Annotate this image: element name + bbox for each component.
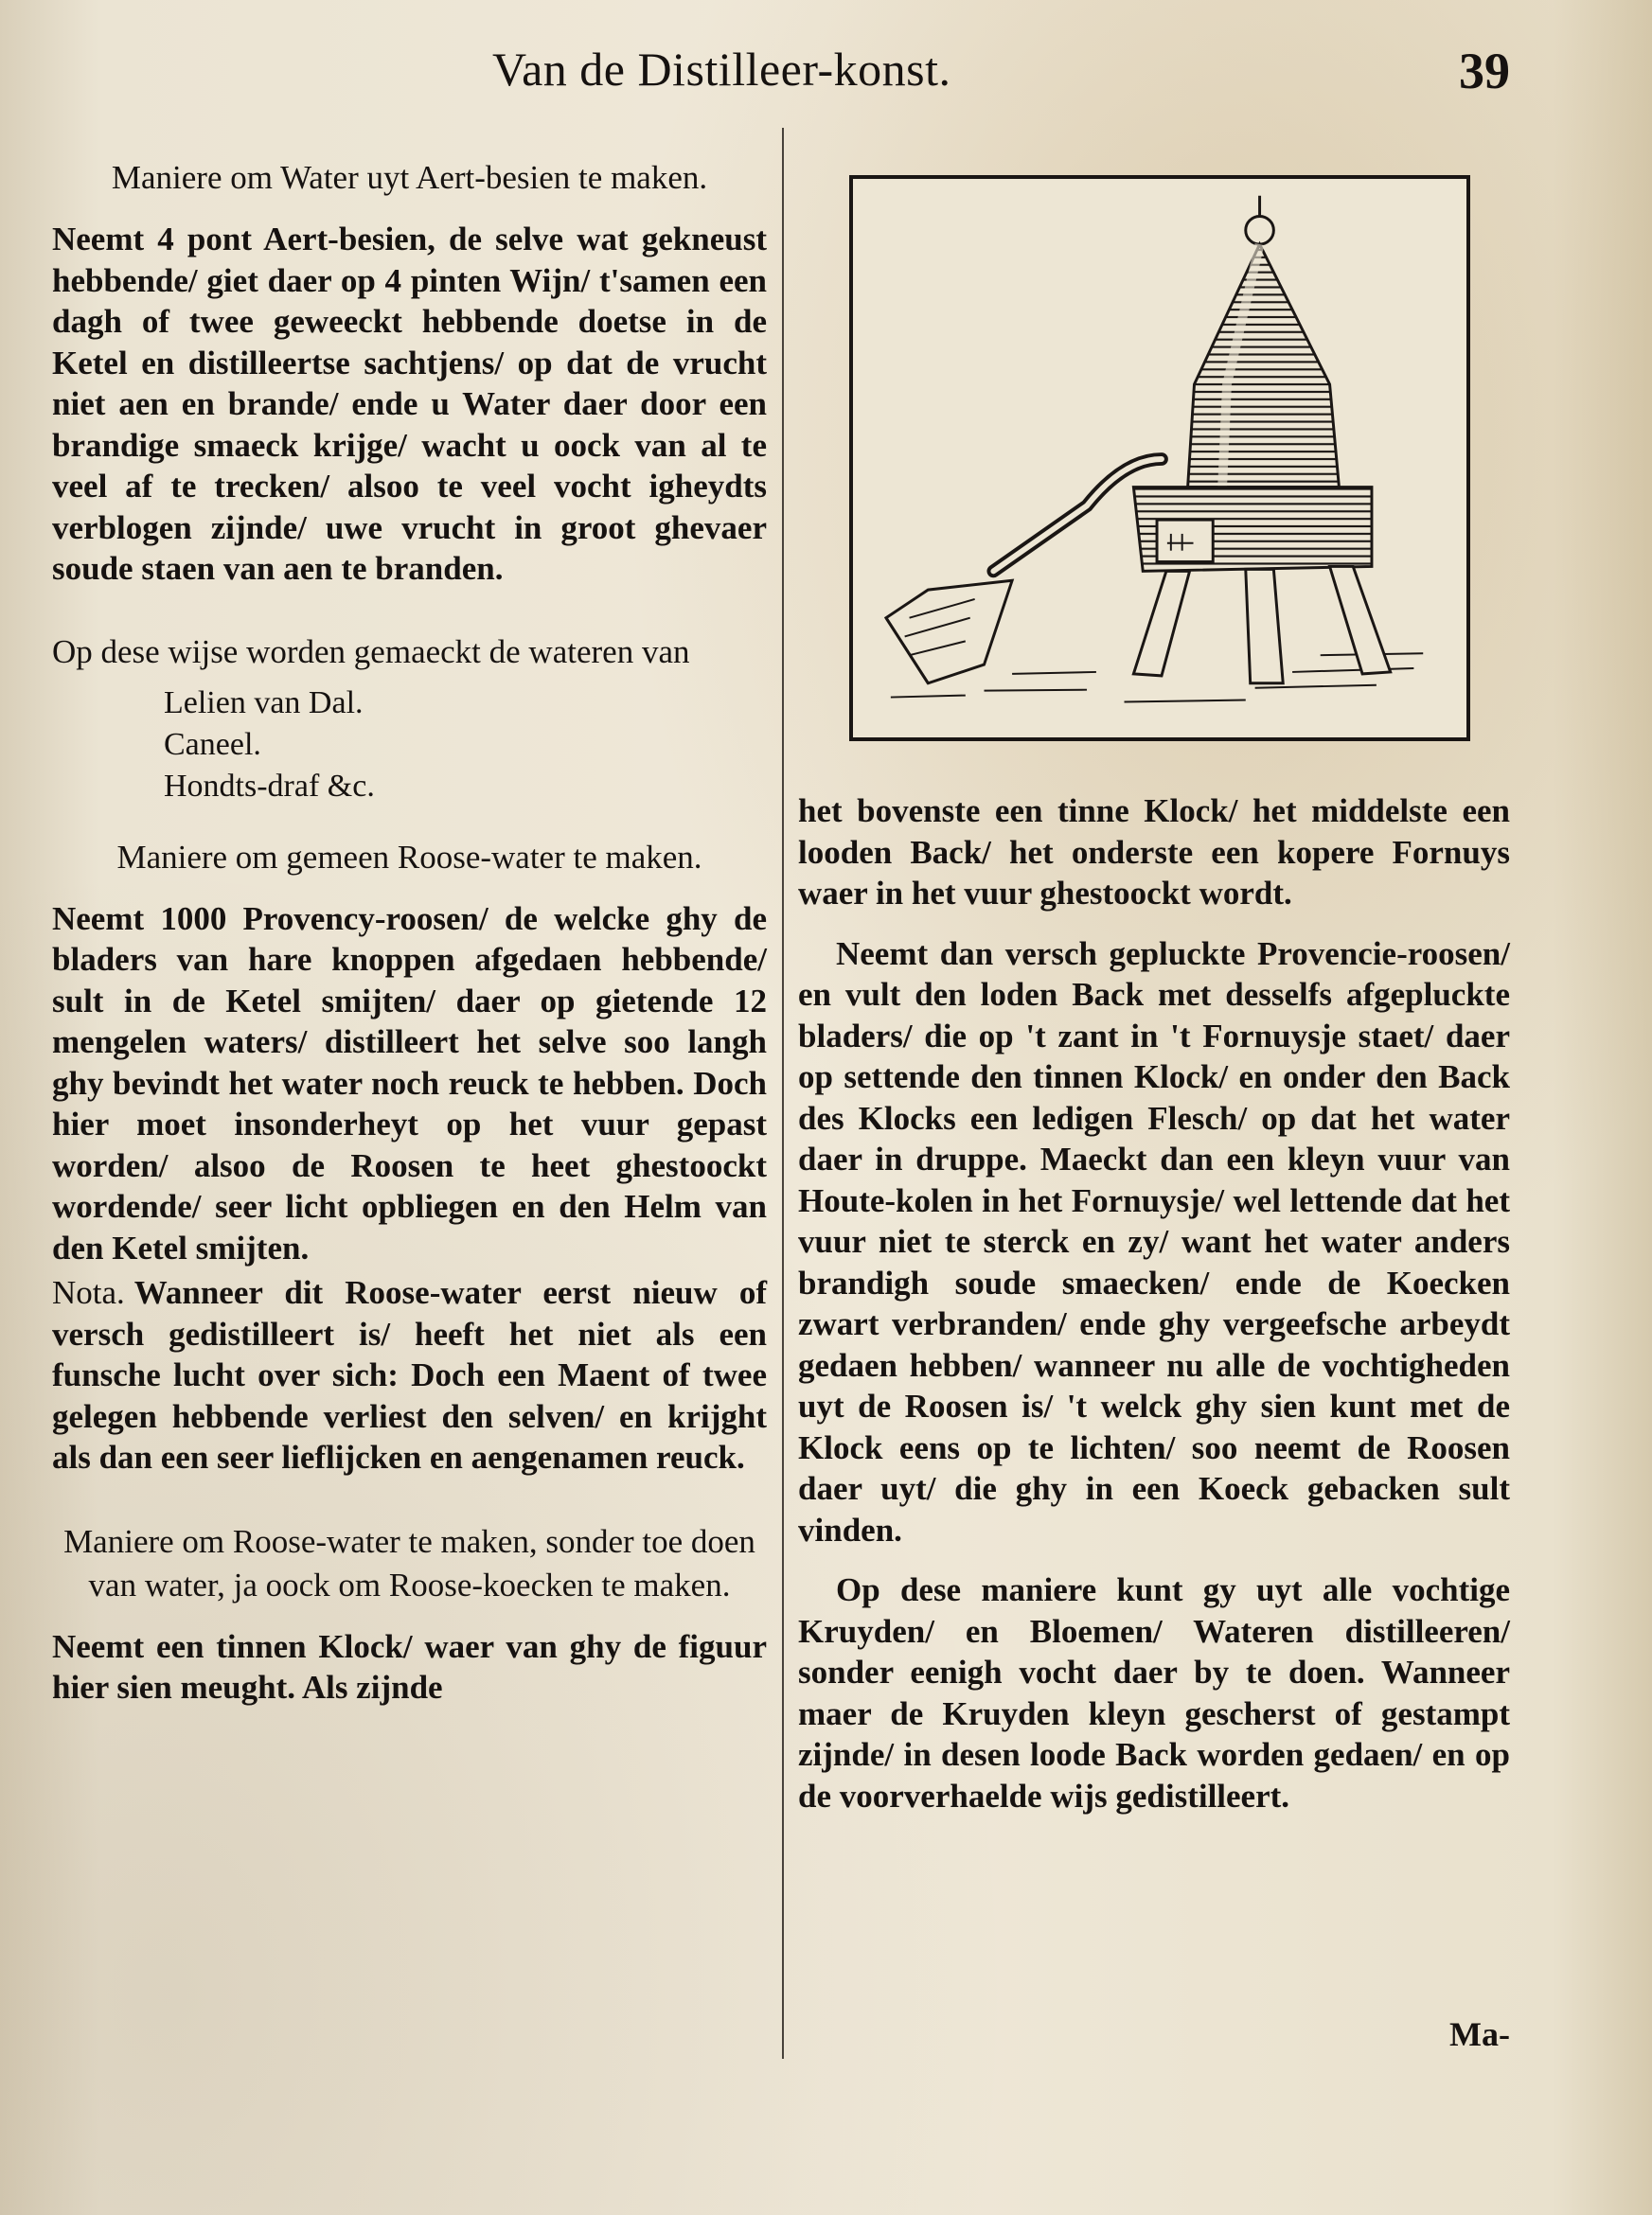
furnace-legs — [1133, 566, 1390, 682]
section-heading-aert-besien: Maniere om Water uyt Aert-besien te maken. — [111, 159, 708, 196]
waters-list — [52, 682, 767, 807]
furnace-door — [1157, 520, 1213, 561]
nota-paragraph — [52, 1272, 767, 1479]
list-item: Hondts-draf &c. — [164, 768, 375, 804]
list-item: Lelien van Dal. — [164, 684, 364, 720]
waters-intro: Op dese wijse worden gemaeckt de wateren van — [52, 632, 690, 670]
herb-distilling-note: Op dese maniere kunt gy uyt alle vochtige Kruyden/ en Bloemen/ Wateren distilleeren/ sonder eenigh vocht daer by te doen. Wanneer maer de Kruyden kleyn gescherst of gestampt zijnde/ in desen loode Back worden gedaen/ en op de voorverhaelde wijs gedistilleert. — [798, 1571, 1510, 1815]
section-body-roose-koecken: Neemt een tinnen Klock/ waer van ghy de figuur hier sien meught. Als zijnde — [52, 1627, 767, 1706]
list-item: Caneel. — [164, 726, 261, 762]
section-body-roose-water: Neemt 1000 Provency-roosen/ de welcke ghy de bladers van hare knoppen afgedaen hebbende/ sult in de Ketel smijten/ daer op gietende 12 mengelen waters/ distilleert het selve soo langh ghy bevindt het water noch reuck te hebben. Doch hier moet insonderheyt op het vuur gepast worden/ alsoo de Roosen te heet ghestoockt wordende/ seer licht opbliegen en den Helm van den Ketel smijten. — [52, 899, 767, 1267]
tin-klock-cone — [1188, 244, 1340, 487]
page-number: 39 — [1459, 43, 1510, 99]
nota-label: Nota. — [52, 1274, 125, 1311]
nota-body: Wanneer dit Roose-water eerst nieuw of versch gedistilleert is/ heeft het niet als een funsche lucht over sich: Doch een Maent of twee gelegen hebbende verliest den selven/ en krijght als dan een seer lieflijcken en aengenamen reuck. — [52, 1274, 767, 1476]
right-column — [798, 790, 1510, 1835]
distillation-still-illustration — [849, 175, 1470, 741]
catchword: Ma- — [1449, 2015, 1510, 2053]
still-knob — [1246, 196, 1274, 244]
section-body-aert-besien: Neemt 4 pont Aert-besien, de selve wat gekneust hebbende/ giet daer op 4 pinten Wijn/ t'samen een dagh of twee geweeckt hebbende doetse in de Ketel en distilleertse sachtjens/ op dat de vrucht niet aen en brande/ ende u Water daer door een brandige smaeck krijge/ wacht u oock van al te veel af te trecken/ alsoo te veel vocht igheydts verblogen zijnde/ uwe vrucht in groot ghevaer soude staen van aen te branden. — [52, 221, 767, 587]
receiving-flask — [886, 580, 1012, 683]
running-head — [0, 34, 1652, 100]
still-woodcut-drawing — [853, 179, 1466, 737]
rose-cake-procedure: Neemt dan versch gepluckte Provencie-roosen/ en vult den loden Back met desselfs afgepluckte bladers/ die op 't zant in 't Fornuysje staet/ daer op settende den tinnen Klock/ en onder den Back des Klocks een ledigen Flesch/ op dat het water daer in druppe. Maeckt dan een kleyn vuur van Houte-kolen in het Fornuysje/ wel lettende dat het vuur niet te sterck en zy/ want het water anders brandigh soude smaecken/ ende de Koecken zwart verbranden/ ende ghy vergeefsche arbeydt gedaen hebben/ wanneer nu alle de vochtigheden uyt de Roosen is/ 't welck ghy sien kunt met de Klock eens op te lichten/ soo neemt de Roosen daer uyt/ die ghy in een Koeck gebacken sult vinden. — [798, 934, 1510, 1549]
left-column — [52, 156, 767, 1728]
column-divider — [782, 128, 784, 2059]
section-heading-roose-koecken: Maniere om Roose-water te maken, sonder toe doen van water, ja oock om Roose-koecken te maken. — [63, 1522, 755, 1604]
section-heading-roose-water: Maniere om gemeen Roose-water te maken. — [116, 838, 702, 876]
still-description: het bovenste een tinne Klock/ het middelste een looden Back/ het onderste een kopere Fornuys waer in het vuur ghestoockt wordt. — [798, 792, 1510, 912]
running-title: Van de Distilleer-konst. — [492, 43, 951, 96]
